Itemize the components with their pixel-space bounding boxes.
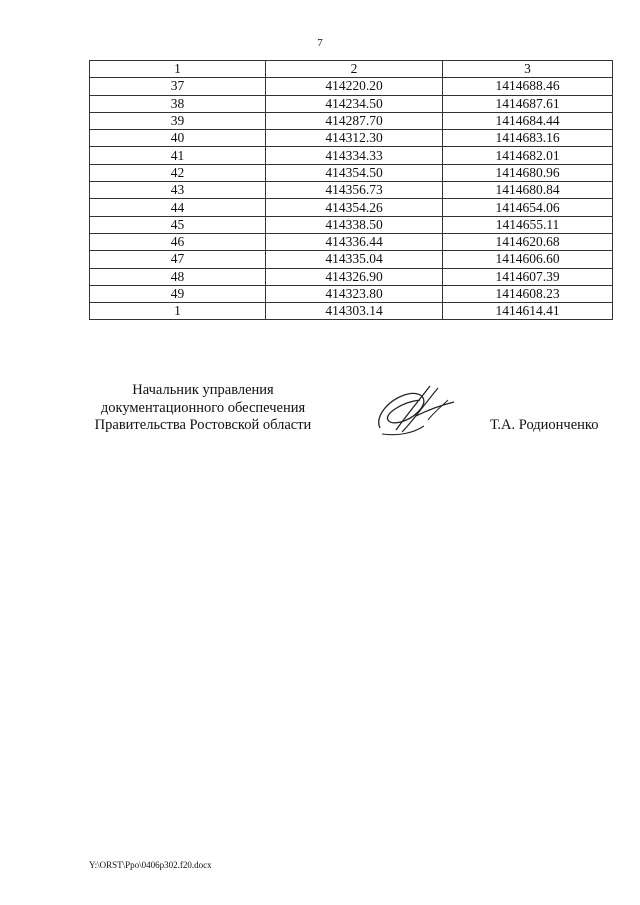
table-cell: 1414684.44	[443, 112, 613, 129]
table-row	[90, 147, 613, 164]
table-cell: 414326.90	[266, 268, 443, 285]
table-cell: 1414614.41	[443, 303, 613, 320]
table-cell: 48	[90, 268, 266, 285]
table-cell: 414338.50	[266, 216, 443, 233]
table-cell: 414356.73	[266, 182, 443, 199]
table-cell: 45	[90, 216, 266, 233]
signatory-title-line: документационного обеспечения	[100, 399, 306, 416]
table-cell: 1414654.06	[443, 199, 613, 216]
column-header: 2	[266, 61, 443, 78]
table-cell: 1414682.01	[443, 147, 613, 164]
table-header-row	[90, 61, 613, 78]
table-cell: 43	[90, 182, 266, 199]
table-cell: 1414620.68	[443, 233, 613, 250]
table-cell: 414287.70	[266, 112, 443, 129]
table-row	[90, 199, 613, 216]
signatory-title-line: Начальник управления	[132, 382, 274, 398]
table-cell: 1414655.11	[443, 216, 613, 233]
table-cell: 414220.20	[266, 78, 443, 95]
signatory-title	[88, 382, 318, 435]
table-cell: 414354.50	[266, 164, 443, 181]
table-row	[90, 268, 613, 285]
table-row	[90, 182, 613, 199]
table-cell: 37	[90, 78, 266, 95]
table-cell: 1414606.60	[443, 251, 613, 268]
table-cell: 414234.50	[266, 95, 443, 112]
table-cell: 40	[90, 130, 266, 147]
table-cell: 414354.26	[266, 199, 443, 216]
table-row	[90, 251, 613, 268]
table-cell: 44	[90, 199, 266, 216]
table-cell: 42	[90, 164, 266, 181]
column-header: 1	[90, 61, 266, 78]
table-cell: 46	[90, 233, 266, 250]
table-cell: 47	[90, 251, 266, 268]
table-cell: 1414607.39	[443, 268, 613, 285]
table-cell: 1414687.61	[443, 95, 613, 112]
table-cell: 1414683.16	[443, 130, 613, 147]
table-row	[90, 285, 613, 302]
table-cell: 1	[90, 303, 266, 320]
table-row	[90, 233, 613, 250]
table-cell: 1414680.84	[443, 182, 613, 199]
table-cell: 414336.44	[266, 233, 443, 250]
table-row	[90, 130, 613, 147]
table-cell: 414323.80	[266, 285, 443, 302]
table-cell: 49	[90, 285, 266, 302]
table-row	[90, 112, 613, 129]
table-row	[90, 78, 613, 95]
table-cell: 414303.14	[266, 303, 443, 320]
table-row	[90, 216, 613, 233]
table-cell: 1414688.46	[443, 78, 613, 95]
coordinates-table	[89, 60, 613, 320]
table-cell: 41	[90, 147, 266, 164]
signatory-name: Т.А. Родионченко	[490, 417, 599, 433]
page-number: 7	[317, 37, 323, 49]
table-cell: 414312.30	[266, 130, 443, 147]
table-row	[90, 303, 613, 320]
table-cell: 39	[90, 112, 266, 129]
table-cell: 414334.33	[266, 147, 443, 164]
table-cell: 1414680.96	[443, 164, 613, 181]
table-cell: 38	[90, 95, 266, 112]
table-row	[90, 95, 613, 112]
table-cell: 414335.04	[266, 251, 443, 268]
table-cell: 1414608.23	[443, 285, 613, 302]
table-row	[90, 164, 613, 181]
signatory-title-line: Правительства Ростовской области	[94, 417, 312, 433]
handwritten-signature	[372, 376, 462, 446]
file-path: Y:\ORST\Ppo\0406p302.f20.docx	[89, 860, 212, 870]
column-header: 3	[443, 61, 613, 78]
